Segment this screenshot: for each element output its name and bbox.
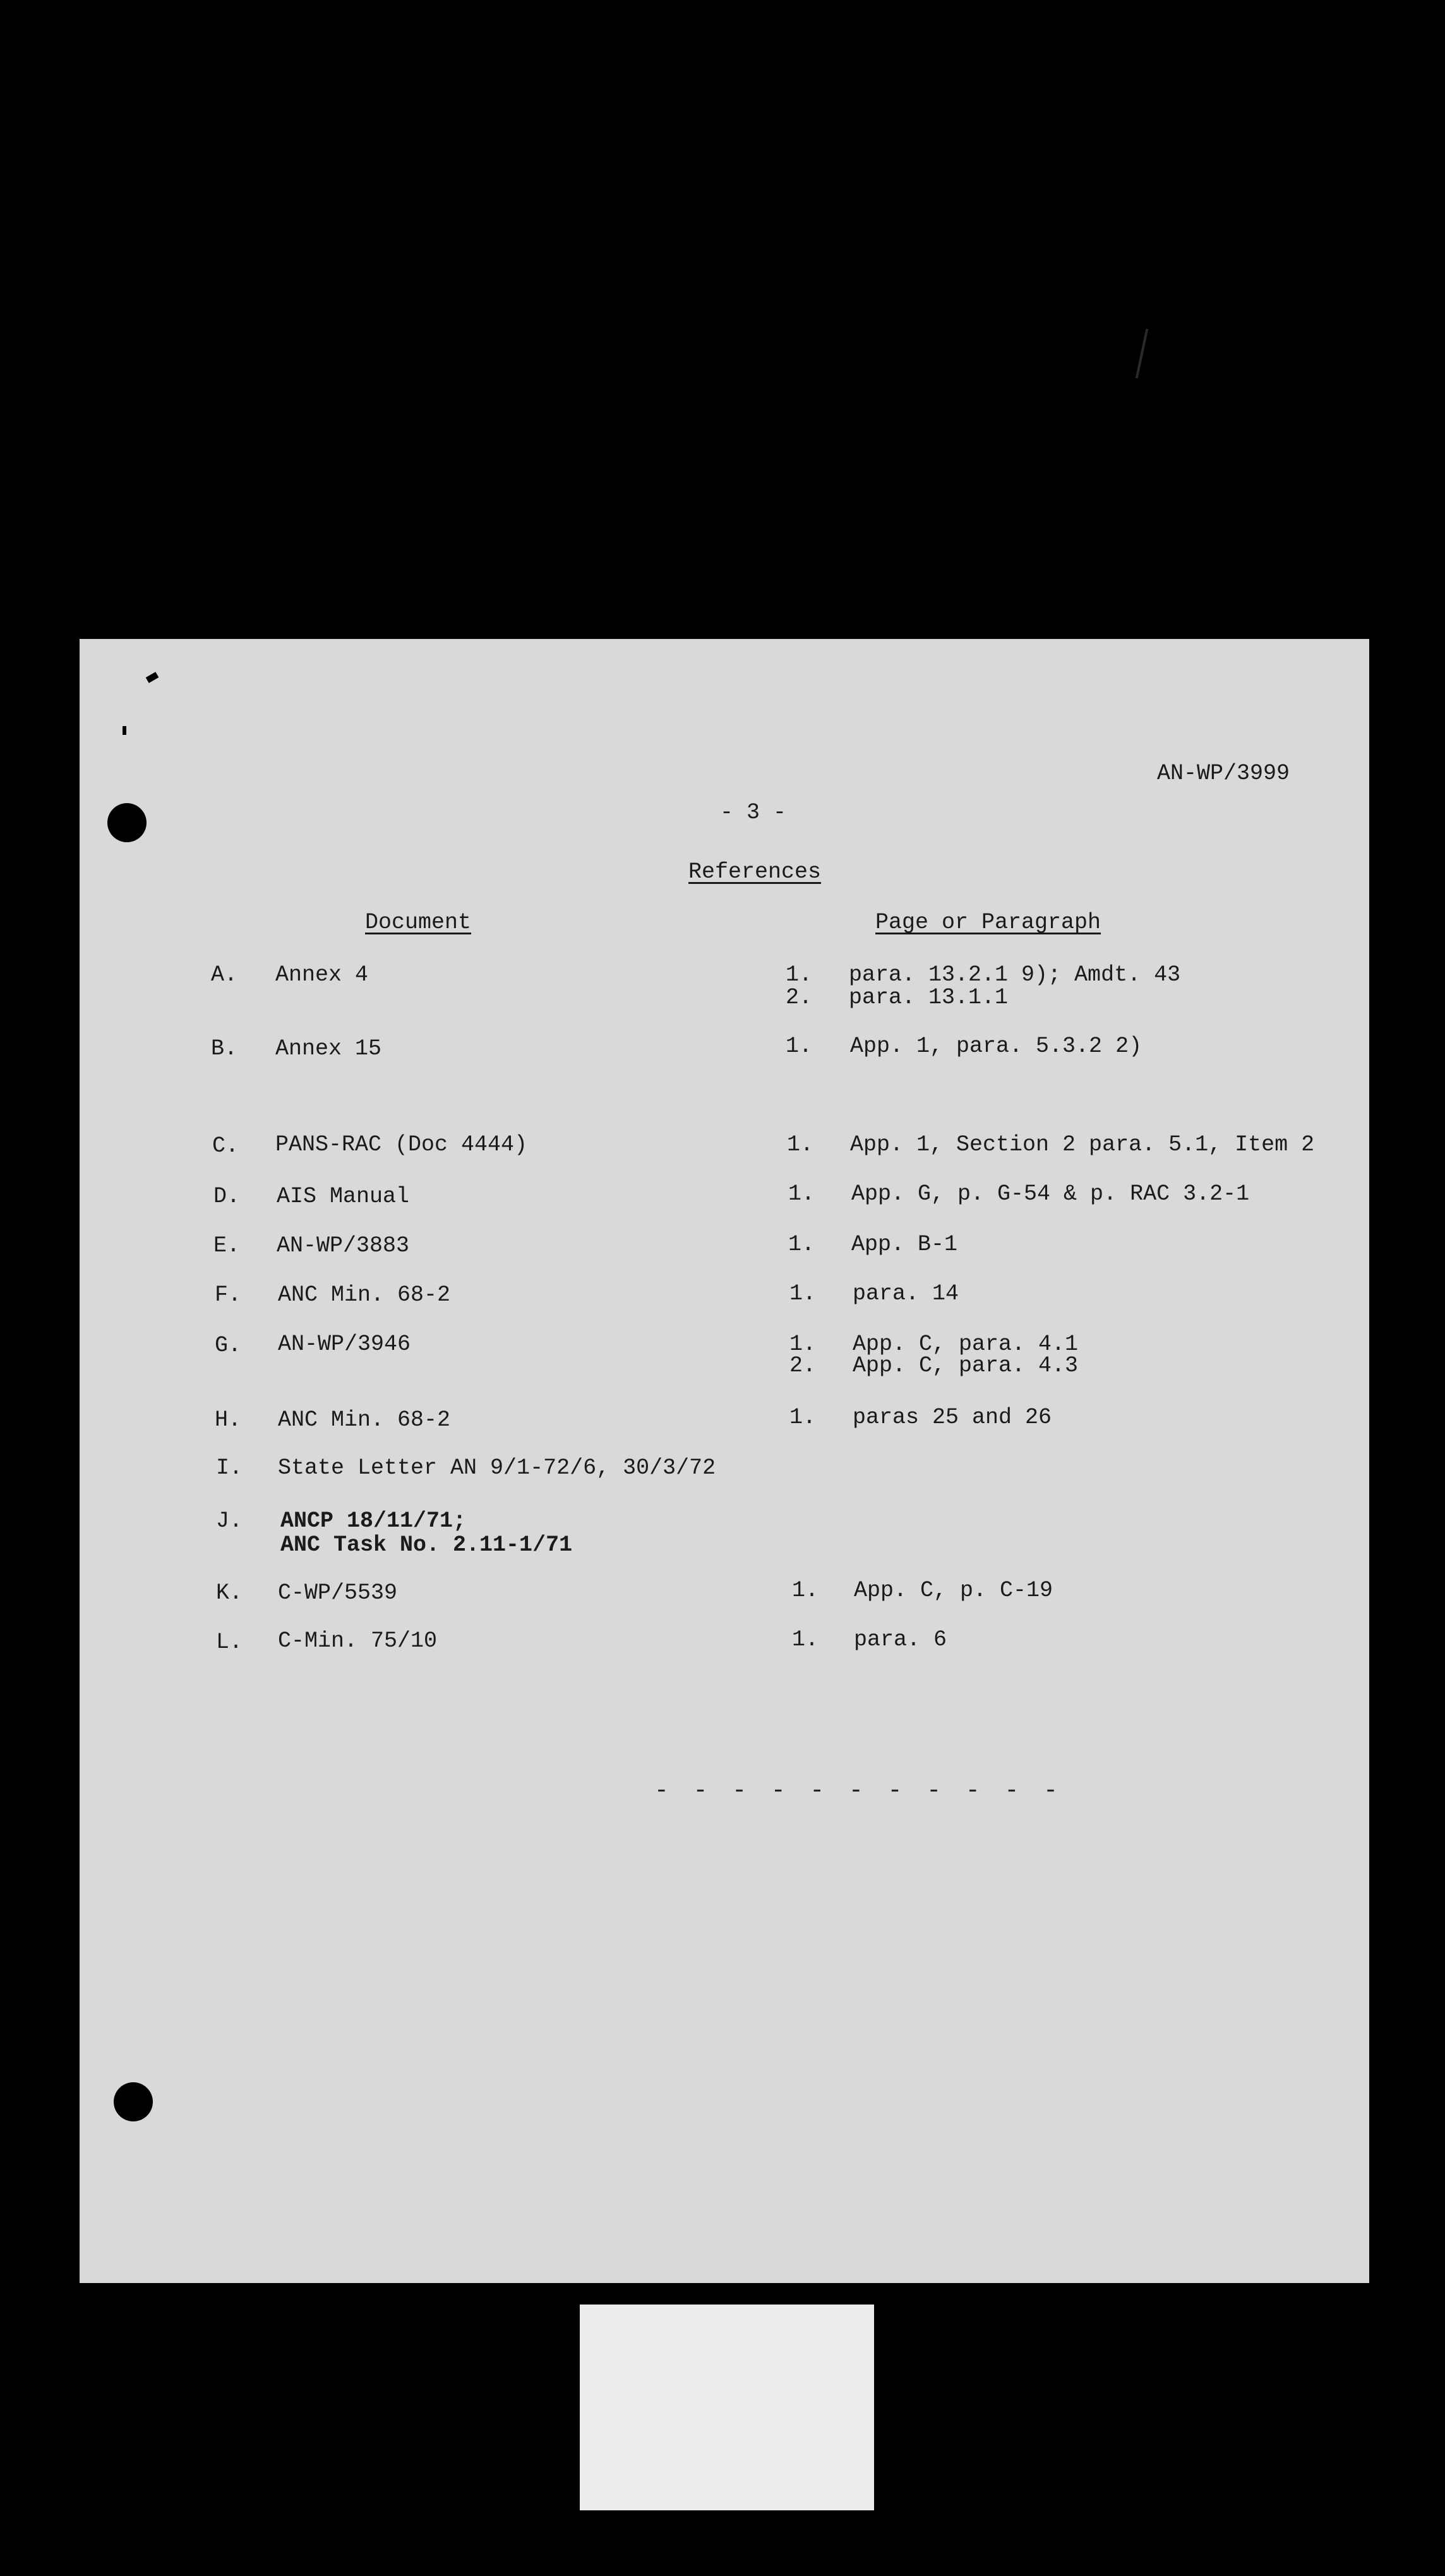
- row-document: AN-WP/3883: [277, 1233, 410, 1258]
- punch-hole-top: [107, 803, 147, 842]
- row-document: C-WP/5539: [278, 1580, 398, 1606]
- row-item-number: 1.: [786, 962, 813, 987]
- row-letter: I.: [216, 1455, 243, 1481]
- row-reference: para. 14: [853, 1281, 959, 1306]
- row-item-number: 1.: [788, 1232, 815, 1257]
- row-item-number: 1.: [789, 1281, 817, 1306]
- row-item-number: 1.: [787, 1132, 814, 1157]
- row-letter: A.: [211, 962, 238, 987]
- page-title: References: [688, 859, 822, 885]
- row-letter: K.: [216, 1580, 243, 1606]
- row-reference: App. 1, Section 2 para. 5.1, Item 2: [850, 1132, 1315, 1157]
- blank-card: [580, 2305, 874, 2510]
- row-letter: E.: [213, 1233, 241, 1258]
- row-letter: J.: [216, 1508, 243, 1534]
- row-reference: para. 13.1.1: [849, 985, 1009, 1010]
- row-document: AIS Manual: [277, 1184, 410, 1209]
- margin-speck: [123, 726, 126, 735]
- row-reference: para. 13.2.1 9); Amdt. 43: [849, 962, 1181, 987]
- row-reference: para. 6: [854, 1627, 947, 1652]
- row-letter: B.: [211, 1036, 238, 1061]
- row-item-number: 1.: [792, 1627, 819, 1652]
- row-document: State Letter AN 9/1-72/6, 30/3/72: [278, 1455, 716, 1481]
- row-item-number: 1.: [792, 1578, 819, 1603]
- row-item-number: 1.: [789, 1332, 817, 1357]
- row-document: ANC Min. 68-2: [278, 1282, 451, 1308]
- row-reference: App. C, para. 4.1: [853, 1332, 1079, 1357]
- row-document: PANS-RAC (Doc 4444): [275, 1132, 528, 1157]
- row-document: Annex 4: [275, 962, 369, 987]
- row-reference: App. B-1: [851, 1232, 958, 1257]
- row-reference: App. C, para. 4.3: [853, 1353, 1079, 1378]
- row-letter: G.: [215, 1333, 242, 1358]
- row-document: ANC Min. 68-2: [278, 1407, 451, 1433]
- row-document: Annex 15: [275, 1036, 382, 1061]
- row-letter: C.: [212, 1133, 239, 1159]
- page-number: - 3 -: [720, 800, 787, 825]
- row-letter: H.: [215, 1407, 242, 1433]
- column-header-document: Document: [365, 910, 472, 935]
- row-letter: L.: [216, 1630, 243, 1655]
- row-document: ANCP 18/11/71;: [280, 1508, 467, 1534]
- row-document-continued: ANC Task No. 2.11-1/71: [280, 1532, 573, 1558]
- column-header-page-or-paragraph: Page or Paragraph: [875, 910, 1101, 935]
- row-letter: F.: [215, 1282, 242, 1308]
- row-item-number: 1.: [788, 1181, 815, 1207]
- punch-hole-bottom: [114, 2082, 153, 2121]
- row-item-number: 1.: [789, 1405, 817, 1430]
- document-page: [80, 639, 1369, 2283]
- row-document: AN-WP/3946: [278, 1332, 411, 1357]
- row-reference: App. C, p. C-19: [854, 1578, 1053, 1603]
- row-reference: paras 25 and 26: [853, 1405, 1052, 1430]
- row-item-number: 2.: [789, 1353, 817, 1378]
- row-item-number: 1.: [786, 1034, 813, 1059]
- row-reference: App. G, p. G-54 & p. RAC 3.2-1: [851, 1181, 1250, 1207]
- document-reference-number: AN-WP/3999: [1157, 761, 1290, 786]
- row-reference: App. 1, para. 5.3.2 2): [850, 1034, 1142, 1059]
- row-letter: D.: [213, 1184, 241, 1209]
- row-item-number: 2.: [786, 985, 813, 1010]
- row-document: C-Min. 75/10: [278, 1628, 438, 1654]
- scan-mark: [1136, 328, 1149, 378]
- end-separator: - - - - - - - - - - -: [654, 1777, 1063, 1804]
